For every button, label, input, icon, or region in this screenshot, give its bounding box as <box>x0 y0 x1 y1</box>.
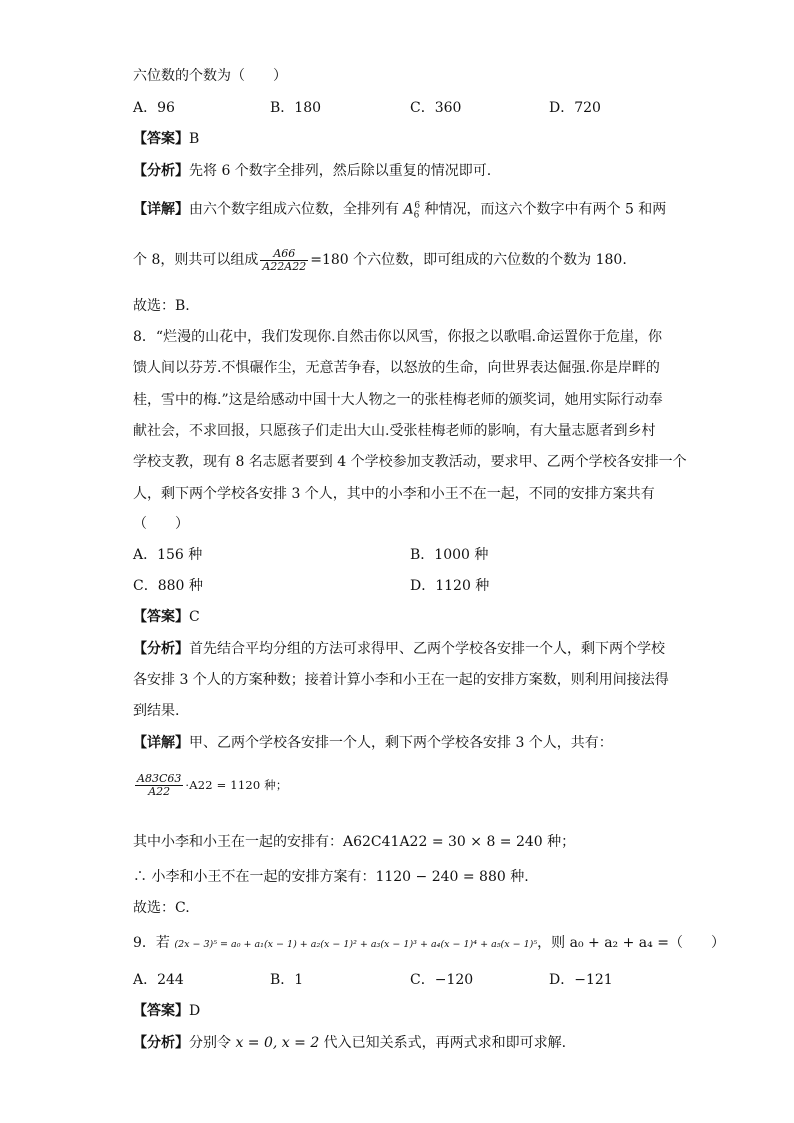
q7-stem-tail: 六位数的个数为（ ） <box>133 68 287 84</box>
q9-stem-equation: (2x − 3)⁵ = a₀ + a₁(x − 1) + a₂(x − 1)² + a₃(x − 1)³ + a₄(x − 1)⁴ + a₅(x − 1)⁵ <box>174 939 538 950</box>
q7-option-d: D．720 <box>549 100 601 116</box>
perm-fraction <box>260 248 308 273</box>
detail-text: 由六个数字组成六位数，全排列有 <box>189 201 404 218</box>
fraction-denominator: A22A22 <box>262 259 307 273</box>
answer-tag: 【答案】 <box>133 609 189 625</box>
perm-sup: 6 <box>414 201 421 211</box>
q9-stem-prefix: 9．若 <box>133 935 175 951</box>
q8-answer <box>133 607 200 627</box>
perm-sub: 6 <box>413 210 420 221</box>
q8-option-c: C．880 种 <box>133 578 203 594</box>
q7-option-a: A．96 <box>133 100 175 116</box>
fraction-numerator: A83C63 <box>137 771 182 785</box>
q9-stem-suffix: ，则 a₀ + a₂ + a₄ =（ ） <box>537 935 725 951</box>
detail2-tail: =180 个六位数，即可组成的六位数的个数为 180. <box>310 252 627 268</box>
analysis-tag: 【分析】 <box>133 641 189 657</box>
analysis-math: x = 0, x = 2 <box>235 1035 320 1051</box>
q7-detail-line1 <box>133 196 666 225</box>
q8-conclusion: 故选：C. <box>133 900 190 916</box>
fraction-numerator: A66 <box>260 248 308 261</box>
q8-option-b: B．1000 种 <box>410 547 489 563</box>
q8-formula1 <box>133 770 288 800</box>
detail-text: 甲、乙两个学校各安排一个人，剩下两个学校各安排 3 个人，共有： <box>189 735 613 751</box>
detail2-text: 个 8，则共可以组成 <box>133 252 259 268</box>
q8-stem-line6: 人，剩下两个学校各安排 3 个人，其中的小李和小王不在一起，不同的安排方案共有 <box>133 486 655 502</box>
q9-option-b: B．1 <box>270 972 304 988</box>
q8-stem-line1: 8．“烂漫的山花中，我们发现你.自然击你以风雪，你报之以歌唱.命运置你于危崖，你 <box>133 329 662 345</box>
detail-tag: 【详解】 <box>133 201 189 218</box>
q8-analysis-line3: 到结果. <box>133 703 180 719</box>
q8-option-a: A．156 种 <box>133 547 203 563</box>
analysis-text: 先将 6 个数字全排列，然后除以重复的情况即可. <box>189 163 492 179</box>
detail-tag: 【详解】 <box>133 735 189 751</box>
q9-option-d: D．−121 <box>549 972 613 988</box>
q7-conclusion: 故选：B. <box>133 298 190 314</box>
q9-analysis <box>133 1033 566 1053</box>
detail-text-tail: 种情况，而这六个数字中有两个 5 和两 <box>420 201 667 218</box>
analysis-text: 分别令 <box>189 1035 236 1051</box>
q8-stem-line4: 献社会，不求回报，只愿孩子们走出大山.受张桂梅老师的影响，有大量志愿者到乡村 <box>133 423 656 439</box>
formula1-fraction <box>135 773 183 798</box>
q8-stem-line3: 桂，雪中的梅.”这是给感动中国十大人物之一的张桂梅老师的颁奖词，她用实际行动奉 <box>133 392 663 408</box>
q8-formula3: ∴ 小李和小王不在一起的安排方案有：1120 − 240 = 880 种. <box>133 869 529 885</box>
analysis-tag: 【分析】 <box>133 163 189 179</box>
answer-tag: 【答案】 <box>133 1003 189 1019</box>
q7-answer <box>133 129 199 149</box>
answer-tag: 【答案】 <box>133 131 189 147</box>
q7-option-c: C．360 <box>410 100 462 116</box>
q8-detail <box>133 733 613 753</box>
q8-stem-line2: 馈人间以芬芳.不惧碾作尘，无意苦争春，以怒放的生命，向世界表达倔强.你是岸畔的 <box>133 360 660 376</box>
q8-analysis-line1 <box>133 639 665 659</box>
q7-analysis <box>133 161 491 181</box>
q8-formula2: 其中小李和小王在一起的安排有：A62C41A22 = 30 × 8 = 240 种； <box>133 834 576 850</box>
q8-analysis-line2: 各安排 3 个人的方案种数；接着计算小李和小王在一起的安排方案数，则利用间接法得 <box>133 672 669 688</box>
q9-answer <box>133 1001 200 1021</box>
q9-option-a: A．244 <box>133 972 184 988</box>
q8-stem-line5: 学校支教，现有 8 名志愿者要到 4 个学校参加支教活动，要求甲、乙两个学校各安排一个 <box>133 454 687 470</box>
answer-value: D <box>189 1003 201 1019</box>
formula1-rest: ·A22 = 1120 种； <box>185 778 288 792</box>
q7-option-b: B．180 <box>270 100 322 116</box>
analysis-tail: 代入已知关系式，再两式求和即可求解. <box>319 1035 567 1051</box>
answer-value: C <box>189 609 200 625</box>
q9-stem <box>133 933 725 955</box>
q8-option-d: D．1120 种 <box>410 578 490 594</box>
analysis-text: 首先结合平均分组的方法可求得甲、乙两个学校各安排一个人，剩下两个学校 <box>189 641 665 657</box>
analysis-tag: 【分析】 <box>133 1035 189 1051</box>
perm-symbol: A <box>403 201 414 218</box>
q7-detail-line2 <box>133 245 627 275</box>
fraction-denominator: A22 <box>148 784 171 798</box>
answer-value: B <box>189 131 200 147</box>
q9-option-c: C．−120 <box>410 972 474 988</box>
q8-stem-line7: （ ） <box>133 516 189 532</box>
